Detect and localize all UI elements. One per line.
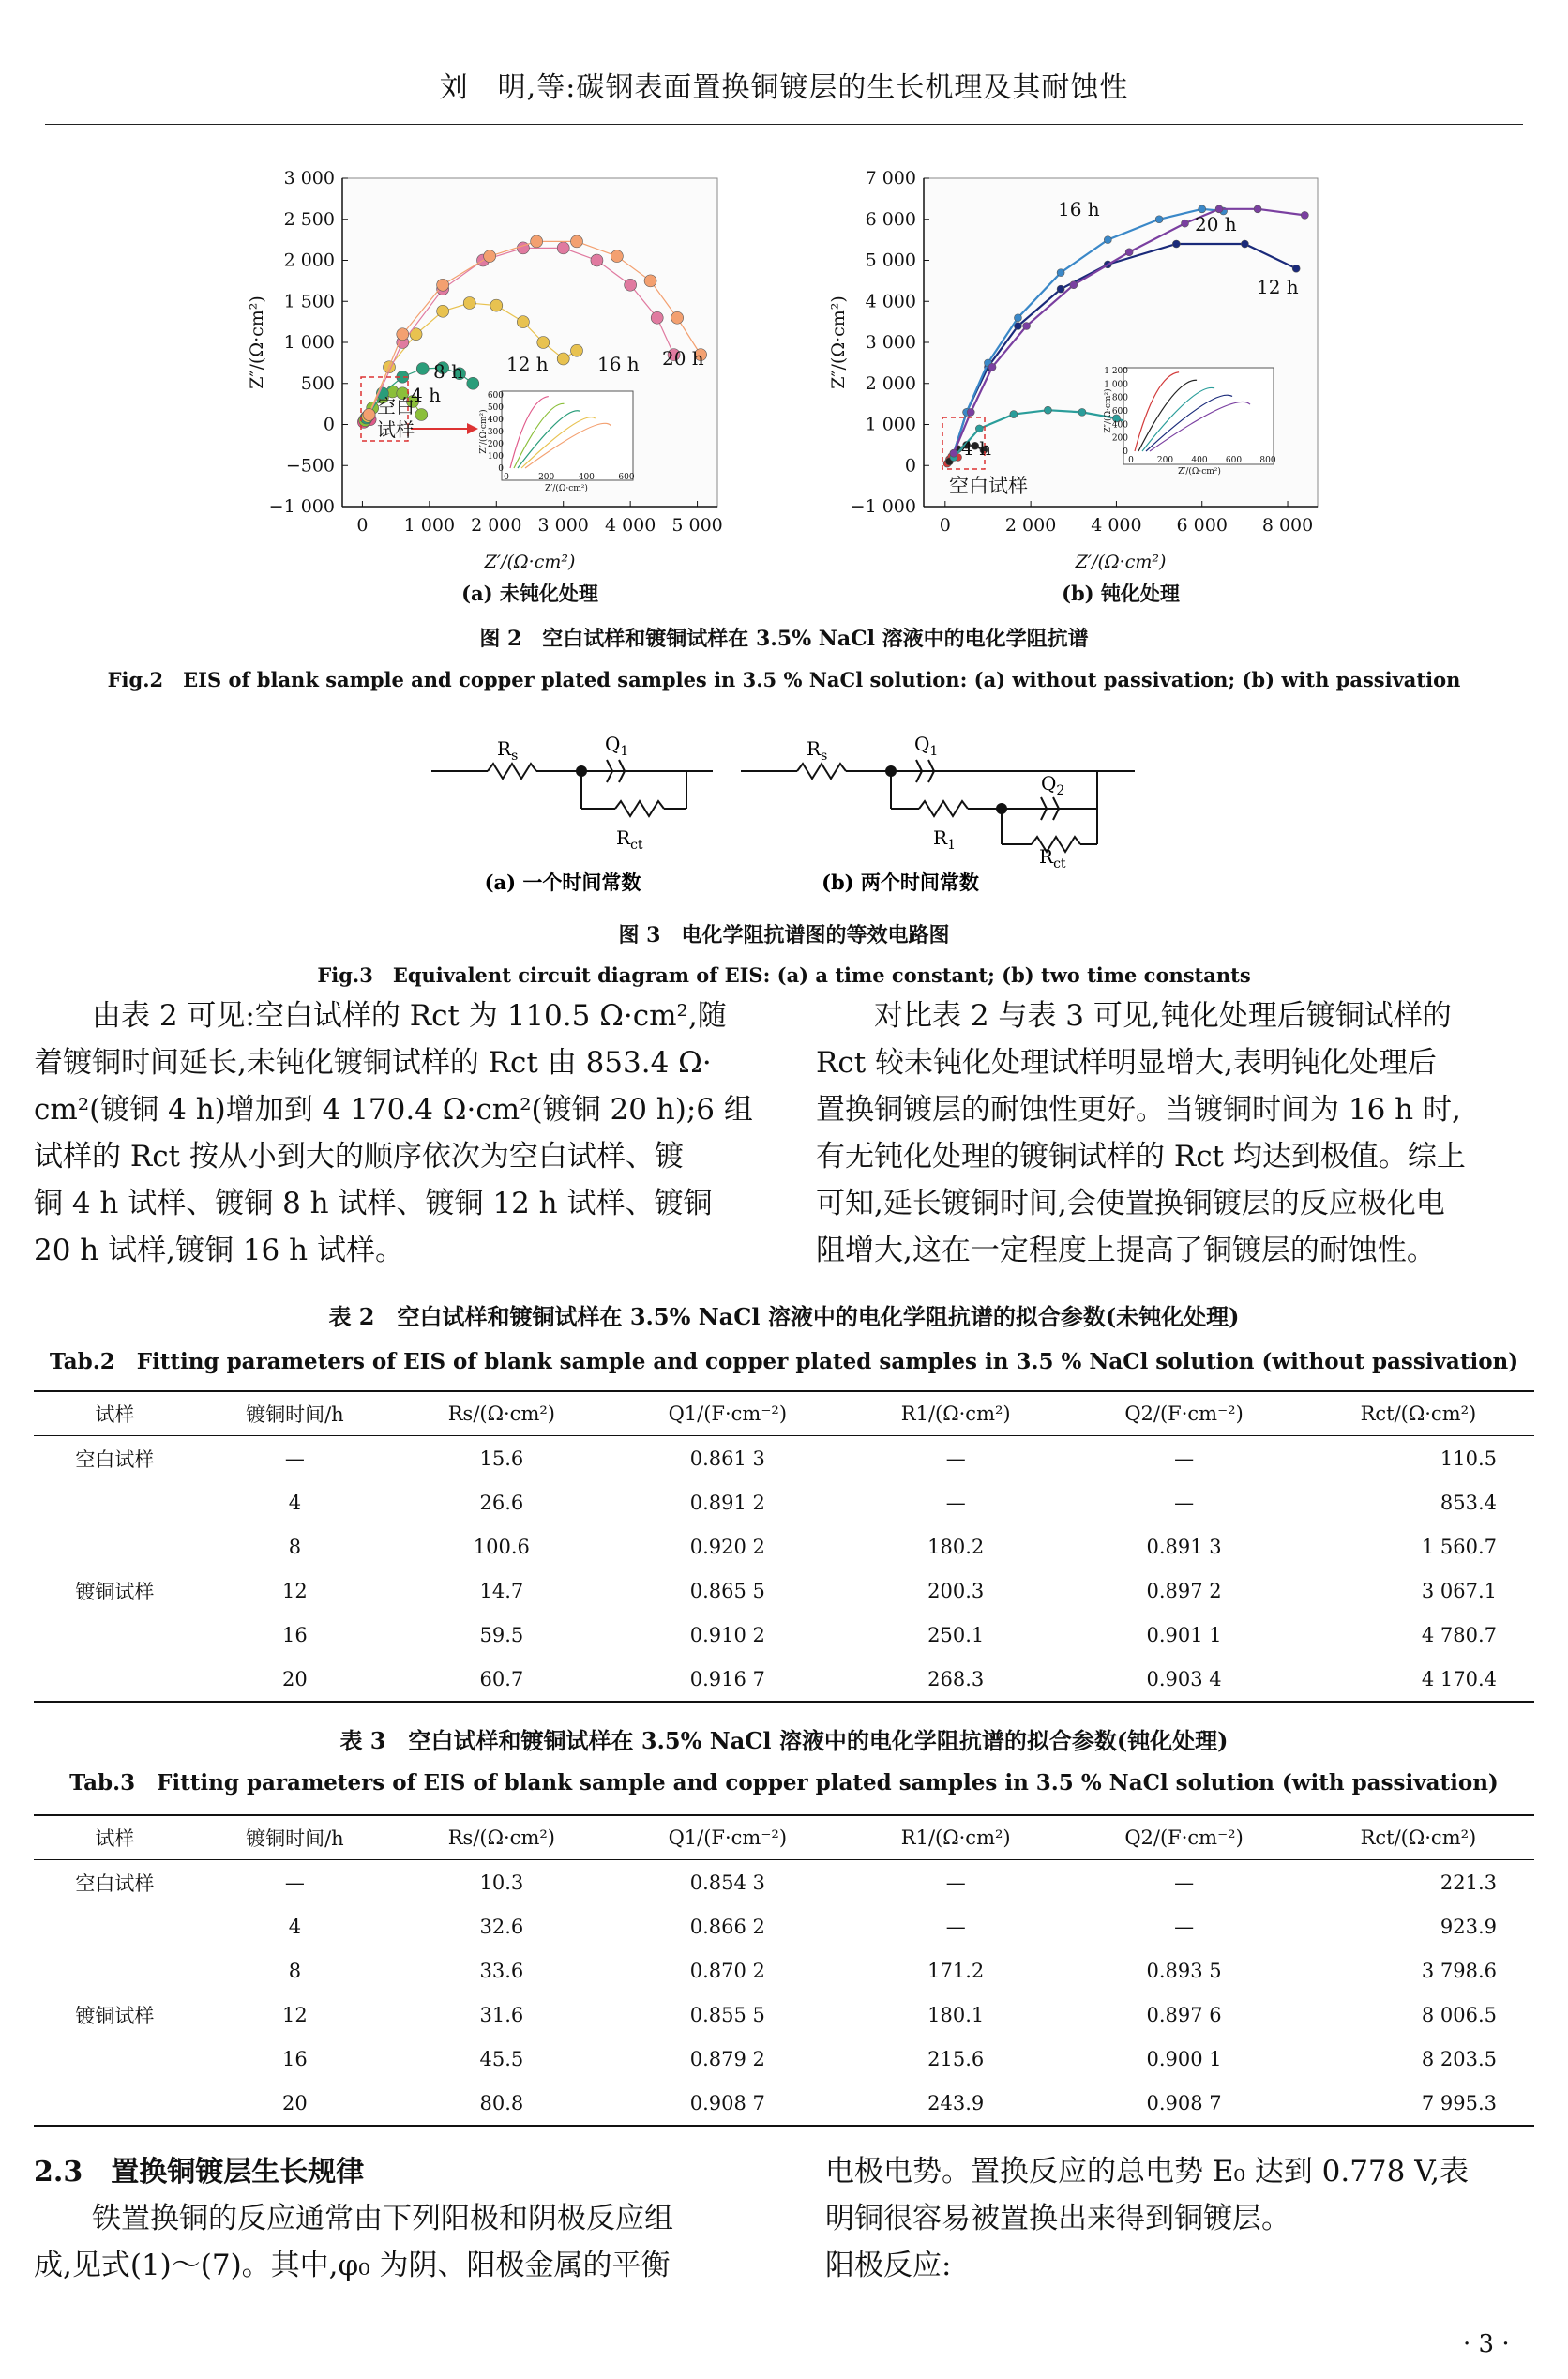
table-cell: 0.855 5 (689, 2003, 765, 2026)
table-cell: 0.870 2 (689, 1959, 765, 1982)
data-point (975, 425, 983, 432)
table-header-cell: 试样 (34, 1391, 196, 1436)
table-row (34, 1436, 1534, 1481)
table-cell: 4 (288, 1915, 302, 1938)
inset-x-label: Z′/(Ω·cm²) (545, 484, 588, 493)
table-cell: 4 780.7 (1421, 1623, 1497, 1646)
inset-y-tick-label: 600 (487, 391, 504, 401)
resistor-r1 (919, 801, 968, 816)
table-cell: 0.920 2 (689, 1535, 765, 1558)
table-cell: 33.6 (479, 1959, 524, 1982)
x-tick-label: 4 000 (1091, 515, 1142, 536)
data-point (437, 305, 449, 317)
table-3-caption-cn: 表 3 空白试样和镀铜试样在 3.5% NaCl 溶液中的电化学阻抗谱的拟合参数(钝化处理) (339, 1727, 1229, 1754)
inset-y-tick-label: 200 (1111, 433, 1128, 444)
table-header-cell: Q2/(F·cm⁻²) (1065, 1391, 1302, 1436)
table-cell: 0.897 2 (1146, 1579, 1222, 1602)
table-cell: 268.3 (846, 1657, 1065, 1702)
table-header-cell: 镀铜时间/h (196, 1815, 394, 1860)
data-point (537, 337, 550, 349)
y-tick-label: 500 (300, 372, 335, 394)
table-cell: 200.3 (927, 1579, 985, 1602)
data-point (463, 297, 475, 310)
inset-x-tick-label: 200 (538, 473, 555, 482)
table-cell: 0.901 1 (1146, 1623, 1222, 1646)
y-tick-label: 1 000 (865, 414, 916, 435)
table-header-cell: R1/(Ω·cm²) (846, 1815, 1065, 1860)
data-point (950, 449, 957, 457)
data-point (1215, 205, 1223, 213)
table-cell: 110.5 (1440, 1447, 1497, 1470)
table-cell (34, 1904, 196, 1948)
table-cell: 7 995.3 (1303, 2081, 1534, 2126)
data-point (671, 311, 684, 324)
data-point (1172, 240, 1180, 248)
table-cell: 923.9 (1440, 1915, 1497, 1938)
table-cell (34, 1613, 196, 1657)
table-cell: 0.893 5 (1146, 1959, 1222, 1982)
text-line: 试样的 Rct 按从小到大的顺序依次为空白试样、镀 (34, 1140, 684, 1174)
inset-y-tick-label: 500 (487, 403, 504, 413)
table-cell: 镀铜试样 (75, 1580, 155, 1603)
label-rs-a: $R_s$ (497, 737, 519, 764)
table-3 (34, 1814, 1534, 2127)
text-line: cm²(镀铜 4 h)增加到 4 170.4 Ω·cm²(镀铜 20 h);6 组 (34, 1093, 753, 1127)
table-cell: 853.4 (1440, 1491, 1497, 1514)
y-tick-label: −1 000 (850, 496, 916, 517)
circuit-a (431, 760, 713, 816)
table-header-cell: R1/(Ω·cm²) (846, 1391, 1065, 1436)
y-tick-label: 1 500 (283, 291, 335, 312)
data-point (1241, 240, 1248, 248)
x-axis-label: Z′/(Ω·cm²) (1075, 552, 1167, 572)
table-row (34, 1480, 1534, 1524)
text-line: Rct 较未钝化处理试样明显增大,表明钝化处理后 (816, 1046, 1437, 1080)
figure-3-caption-en: Fig.3 Equivalent circuit diagram of EIS: (a) a time constant; (b) two time constants (317, 963, 1251, 987)
inset-y-tick-label: 600 (1111, 407, 1128, 417)
text-line: 有无钝化处理的镀铜试样的 Rct 均达到极值。综上 (816, 1140, 1466, 1174)
table-cell: 0.908 7 (1065, 2081, 1302, 2126)
text-line: 阳极反应: (825, 2249, 952, 2282)
data-point (517, 316, 529, 328)
table-cell: 45.5 (479, 2047, 524, 2070)
running-header: 刘 明,等:碳钢表面置换铜镀层的生长机理及其耐蚀性 (439, 71, 1129, 104)
table-cell: — (1174, 1915, 1195, 1938)
panel-caption: (a) 未钝化处理 (461, 582, 598, 605)
table-cell: 31.6 (479, 2003, 524, 2026)
resistor-rs (797, 764, 846, 779)
table-cell: 8 203.5 (1421, 2047, 1497, 2070)
data-point (1292, 265, 1300, 272)
data-point (1254, 205, 1261, 213)
resistor-rct (615, 801, 664, 816)
data-point (988, 363, 996, 371)
table-cell (34, 2081, 196, 2126)
table-cell: 250.1 (927, 1623, 985, 1646)
data-point (467, 377, 479, 389)
table-row (34, 1613, 1534, 1657)
data-point (557, 242, 569, 254)
x-tick-label: 6 000 (1176, 515, 1228, 536)
circuit-a-caption: (a) 一个时间常数 (484, 871, 641, 894)
data-point (1181, 220, 1188, 227)
circuit-b-caption: (b) 两个时间常数 (822, 871, 979, 894)
label-rct-b: $R_{ct}$ (1039, 845, 1066, 871)
table-cell: 3 067.1 (1421, 1579, 1497, 1602)
y-tick-label: 2 500 (283, 208, 335, 230)
y-tick-label: 2 000 (865, 372, 916, 394)
figure-2-caption-en: Fig.2 EIS of blank sample and copper plated samples in 3.5 % NaCl solution: (a) without passivation; (b) with passivation (107, 668, 1461, 691)
table-cell: 0.891 3 (1146, 1535, 1222, 1558)
table-cell: — (945, 1871, 966, 1894)
table-cell: 8 (288, 1959, 302, 1982)
text-line: 明铜很容易被置换出来得到铜镀层。 (825, 2202, 1290, 2235)
table-cell: 0.865 5 (689, 1579, 765, 1602)
y-tick-label: 2 000 (283, 250, 335, 271)
inset-y-tick-label: 200 (487, 440, 504, 449)
inset-y-tick-label: 1 200 (1104, 367, 1128, 376)
inset-chart (1103, 367, 1276, 477)
label-q2-b: $Q_2$ (1041, 772, 1065, 798)
table-cell: 镀铜试样 (75, 2004, 155, 2027)
y-tick-label: −1 000 (268, 496, 335, 517)
text-line: 可知,延长镀铜时间,会使置换铜镀层的反应极化电 (816, 1187, 1445, 1220)
table-row (34, 1948, 1534, 1993)
x-axis-label: Z′/(Ω·cm²) (484, 552, 576, 572)
table-cell: 3 798.6 (1421, 1959, 1497, 1982)
data-point (1010, 411, 1018, 418)
table-row (34, 1993, 1534, 2037)
figure-2-caption-cn: 图 2 空白试样和镀铜试样在 3.5% NaCl 溶液中的电化学阻抗谱 (479, 627, 1089, 651)
section-left-text (34, 2195, 761, 2289)
table-cell: 80.8 (394, 2081, 609, 2126)
data-point (1057, 269, 1064, 277)
section-right-text (825, 2148, 1536, 2289)
label-r1-b: $R_1$ (933, 826, 956, 853)
section-heading: 2.3 置换铜镀层生长规律 (34, 2156, 365, 2189)
table-row (34, 2037, 1534, 2081)
inset-y-label: Z″/(Ω·cm²) (479, 409, 489, 454)
table-row (34, 1524, 1534, 1568)
table-cell: 10.3 (479, 1871, 524, 1894)
y-tick-label: 0 (904, 455, 916, 477)
label-rct-a: $R_{ct}$ (616, 826, 643, 853)
label-q1-a: $Q_1$ (605, 733, 629, 759)
data-point (571, 344, 583, 356)
table-row (34, 1568, 1534, 1613)
inset-y-tick-label: 300 (487, 428, 504, 437)
data-point (557, 353, 569, 365)
text-line: 20 h 试样,镀铜 16 h 试样。 (34, 1234, 404, 1267)
data-point (415, 409, 428, 421)
x-tick-label: 8 000 (1261, 515, 1314, 536)
figure-2b-chart (807, 145, 1388, 614)
table-cell: 12 (282, 1579, 308, 1602)
table-cell: — (945, 1447, 966, 1470)
table-cell: 20 (196, 2081, 394, 2126)
y-tick-label: 6 000 (865, 208, 916, 230)
table-cell: 180.1 (927, 2003, 985, 2026)
data-point (644, 275, 656, 287)
table-header-cell: Q2/(F·cm⁻²) (1065, 1815, 1302, 1860)
y-tick-label: 3 000 (283, 168, 335, 189)
table-header-cell: Q1/(F·cm⁻²) (610, 1815, 846, 1860)
table-cell: 16 (282, 1623, 308, 1646)
data-point (1070, 281, 1078, 289)
table-2-caption-en: Tab.2 Fitting parameters of EIS of blank sample and copper plated samples in 3.5 % NaCl solution (without passivation) (49, 1349, 1519, 1374)
inset-x-tick-label: 400 (1191, 456, 1208, 465)
text-line: 对比表 2 与表 3 可见,钝化处理后镀铜试样的 (874, 999, 1452, 1033)
data-point (1044, 406, 1051, 414)
inset-x-tick-label: 800 (1259, 456, 1276, 465)
table-cell: 0.908 7 (610, 2081, 846, 2126)
table-cell: 0.866 2 (689, 1915, 765, 1938)
x-tick-label: 0 (356, 515, 369, 536)
inset-y-tick-label: 100 (487, 452, 504, 462)
text-line: 阻增大,这在一定程度上提高了铜镀层的耐蚀性。 (816, 1234, 1436, 1267)
y-tick-label: 4 000 (865, 291, 916, 312)
data-point (1125, 249, 1133, 256)
data-point (591, 254, 603, 266)
data-point (625, 279, 637, 291)
label-12h: 12 h (506, 353, 549, 375)
table-cell: 100.6 (473, 1535, 530, 1558)
table-header-cell: Q1/(F·cm⁻²) (610, 1391, 846, 1436)
text-line: 铜 4 h 试样、镀铜 8 h 试样、镀铜 12 h 试样、镀铜 (34, 1187, 713, 1220)
data-point (490, 299, 503, 311)
table-header-cell: Rct/(Ω·cm²) (1303, 1391, 1534, 1436)
table-cell: 4 170.4 (1303, 1657, 1534, 1702)
table-cell: 0.854 3 (689, 1871, 765, 1894)
table-cell: — (945, 1915, 966, 1938)
paragraph-left (34, 993, 761, 1274)
inset-y-tick-label: 0 (1123, 447, 1128, 457)
page-number: · 3 · (1463, 2330, 1510, 2358)
data-point (1199, 205, 1206, 213)
table-header-cell: 试样 (34, 1815, 196, 1860)
table-row (34, 1904, 1534, 1948)
x-tick-label: 4 000 (604, 515, 656, 536)
label-8h: 8 h (433, 360, 463, 383)
table-header-cell: Rs/(Ω·cm²) (394, 1815, 609, 1860)
inset-y-tick-label: 1 000 (1104, 380, 1128, 390)
table-cell: — (1174, 1447, 1195, 1470)
table-row (34, 1860, 1534, 1905)
table-2-caption-cn: 表 2 空白试样和镀铜试样在 3.5% NaCl 溶液中的电化学阻抗谱的拟合参数(未钝化处理) (328, 1303, 1240, 1330)
table-cell: 4 (288, 1491, 302, 1514)
table-cell: — (284, 1447, 305, 1470)
table-cell (34, 2037, 196, 2081)
label-16h: 16 h (597, 353, 640, 375)
table-cell: 221.3 (1440, 1871, 1497, 1894)
data-point (363, 409, 375, 421)
paragraph-right (816, 993, 1536, 1274)
data-point (611, 250, 623, 263)
figure-2a-chart (225, 145, 750, 614)
label-blank: 空白试样 (949, 475, 1028, 497)
table-cell: 12 (282, 2003, 308, 2026)
table-cell (34, 1524, 196, 1568)
table-cell: — (284, 1871, 305, 1894)
data-point (531, 235, 543, 248)
data-point (1023, 323, 1031, 330)
text-line: 电极电势。置换反应的总电势 E₀ 达到 0.778 V,表 (825, 2155, 1470, 2189)
label-4h: 4 h (961, 437, 991, 460)
table-cell: 空白试样 (75, 1871, 155, 1895)
inset-y-tick-label: 400 (1111, 420, 1128, 431)
data-point (484, 250, 496, 263)
inset-x-tick-label: 400 (578, 473, 595, 482)
table-cell: 20 (196, 1657, 394, 1702)
table-cell (34, 1948, 196, 1993)
text-line: 置换铜镀层的耐蚀性更好。当镀铜时间为 16 h 时, (816, 1093, 1461, 1127)
table-cell: 32.6 (479, 1915, 524, 1938)
x-tick-label: 2 000 (471, 515, 522, 536)
y-tick-label: 1 000 (283, 332, 335, 353)
capacitor-q2 (1041, 797, 1047, 809)
table-cell (34, 1480, 196, 1524)
table-cell: — (1174, 1871, 1195, 1894)
y-axis-label: Z″/(Ω·cm²) (828, 295, 849, 389)
table-cell: 180.2 (927, 1535, 985, 1558)
text-line: 由表 2 可见:空白试样的 Rct 为 110.5 Ω·cm²,随 (92, 999, 727, 1033)
table-cell: 0.891 2 (689, 1491, 765, 1514)
table-cell: 59.5 (479, 1623, 524, 1646)
table-header-cell: 镀铜时间/h (196, 1391, 394, 1436)
text-line: 着镀铜时间延长,未钝化镀铜试样的 Rct 由 853.4 Ω· (34, 1046, 712, 1080)
inset-x-label: Z′/(Ω·cm²) (1178, 467, 1221, 477)
inset-x-tick-label: 600 (618, 473, 635, 482)
data-point (1104, 236, 1111, 244)
inset-y-tick-label: 400 (487, 416, 504, 425)
table-row (34, 1657, 1534, 1702)
table-cell: 60.7 (394, 1657, 609, 1702)
figure-3-circuits (422, 722, 1153, 910)
label-blank-1: 空白 (377, 395, 415, 417)
y-tick-label: 0 (323, 414, 335, 435)
label-16h: 16 h (1058, 198, 1100, 220)
data-point (1078, 408, 1086, 416)
data-point (397, 328, 409, 341)
table-cell: 0.861 3 (689, 1447, 765, 1470)
y-axis-label: Z″/(Ω·cm²) (247, 295, 267, 389)
data-point (437, 279, 449, 291)
x-tick-label: 3 000 (537, 515, 589, 536)
label-rs-b: $R_s$ (807, 737, 828, 764)
resistor-rs (488, 764, 536, 779)
data-point (651, 311, 663, 324)
table-2 (34, 1390, 1534, 1703)
data-point (1014, 314, 1021, 322)
y-tick-label: −500 (285, 455, 335, 477)
figure-3-caption-cn: 图 3 电化学阻抗谱图的等效电路图 (618, 923, 950, 947)
table-cell: — (945, 1491, 966, 1514)
table-header-cell: Rct/(Ω·cm²) (1303, 1815, 1534, 1860)
label-4h: 4 h (411, 384, 441, 406)
data-point (1301, 211, 1308, 219)
inset-x-tick-label: 200 (1156, 456, 1174, 465)
table-cell: 14.7 (479, 1579, 524, 1602)
table-row (34, 2081, 1534, 2126)
table-cell: 26.6 (479, 1491, 524, 1514)
data-point (1057, 285, 1064, 293)
label-20h: 20 h (662, 347, 704, 370)
table-cell: 0.897 6 (1146, 2003, 1222, 2026)
table-cell: 16 (282, 2047, 308, 2070)
x-tick-label: 0 (939, 515, 951, 536)
label-12h: 12 h (1257, 276, 1299, 298)
y-tick-label: 7 000 (865, 168, 916, 189)
inset-frame (502, 391, 633, 480)
table-cell: 8 (288, 1535, 302, 1558)
table-cell: 15.6 (479, 1447, 524, 1470)
table-cell: 171.2 (927, 1959, 985, 1982)
inset-x-tick-label: 0 (1128, 456, 1134, 465)
x-tick-label: 5 000 (671, 515, 723, 536)
table-cell: 0.916 7 (610, 1657, 846, 1702)
table-cell: 空白试样 (75, 1447, 155, 1471)
y-tick-label: 3 000 (865, 332, 916, 353)
label-blank-2: 试样 (377, 418, 415, 441)
inset-chart (478, 391, 635, 493)
data-point (571, 235, 583, 248)
header-rule (45, 124, 1523, 125)
inset-x-tick-label: 600 (1225, 456, 1243, 465)
data-point (967, 408, 974, 416)
table-cell: 0.879 2 (689, 2047, 765, 2070)
table-cell: 8 006.5 (1421, 2003, 1497, 2026)
table-cell: 1 560.7 (1421, 1535, 1497, 1558)
y-tick-label: 5 000 (865, 250, 916, 271)
inset-y-tick-label: 800 (1111, 393, 1128, 403)
table-header-cell: Rs/(Ω·cm²) (394, 1391, 609, 1436)
capacitor-q1 (607, 760, 612, 771)
table-cell: — (1174, 1491, 1195, 1514)
label-20h: 20 h (1195, 213, 1237, 235)
table-cell: 243.9 (846, 2081, 1065, 2126)
table-cell (34, 1657, 196, 1702)
table-cell: 0.910 2 (689, 1623, 765, 1646)
data-point (1155, 216, 1163, 223)
table-cell: 215.6 (927, 2047, 985, 2070)
text-line: 成,见式(1)～(7)。其中,φ₀ 为阴、阳极金属的平衡 (34, 2249, 671, 2282)
data-point (416, 363, 429, 375)
table-3-caption-en: Tab.3 Fitting parameters of EIS of blank sample and copper plated samples in 3.5 % NaCl solution (with passivation) (69, 1770, 1499, 1796)
panel-caption: (b) 钝化处理 (1062, 582, 1180, 605)
table-cell: 0.903 4 (1065, 1657, 1302, 1702)
inset-y-tick-label: 0 (498, 464, 504, 474)
x-tick-label: 1 000 (403, 515, 456, 536)
label-q1-b: $Q_1$ (914, 733, 939, 759)
inset-y-label: Z″/(Ω·cm²) (1104, 388, 1113, 433)
x-tick-label: 2 000 (1004, 515, 1057, 536)
inset-x-tick-label: 0 (504, 473, 509, 482)
capacitor-q1 (916, 760, 922, 771)
table-cell: 0.900 1 (1146, 2047, 1222, 2070)
text-line: 铁置换铜的反应通常由下列阳极和阴极反应组 (92, 2202, 673, 2235)
